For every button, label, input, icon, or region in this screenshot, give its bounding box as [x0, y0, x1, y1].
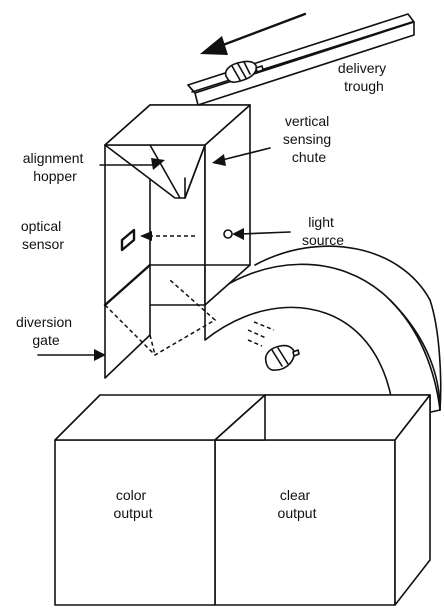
label-light-source: light source: [301, 214, 345, 248]
label-alignment-hopper: alignment hopper: [22, 150, 84, 184]
label-delivery-trough: delivery trough: [337, 60, 387, 94]
label-color-output: color output: [113, 487, 153, 521]
label-clear-output: clear output: [277, 487, 317, 521]
light-source-element: [224, 230, 232, 238]
label-optical-sensor: optical sensor: [20, 218, 65, 252]
delivery-direction-arrow: [200, 14, 305, 55]
sliding-bottle: [248, 322, 299, 370]
label-vertical-sensing-chute: vertical sensing chute: [282, 113, 332, 165]
label-diversion-gate: diversion gate: [16, 314, 73, 348]
